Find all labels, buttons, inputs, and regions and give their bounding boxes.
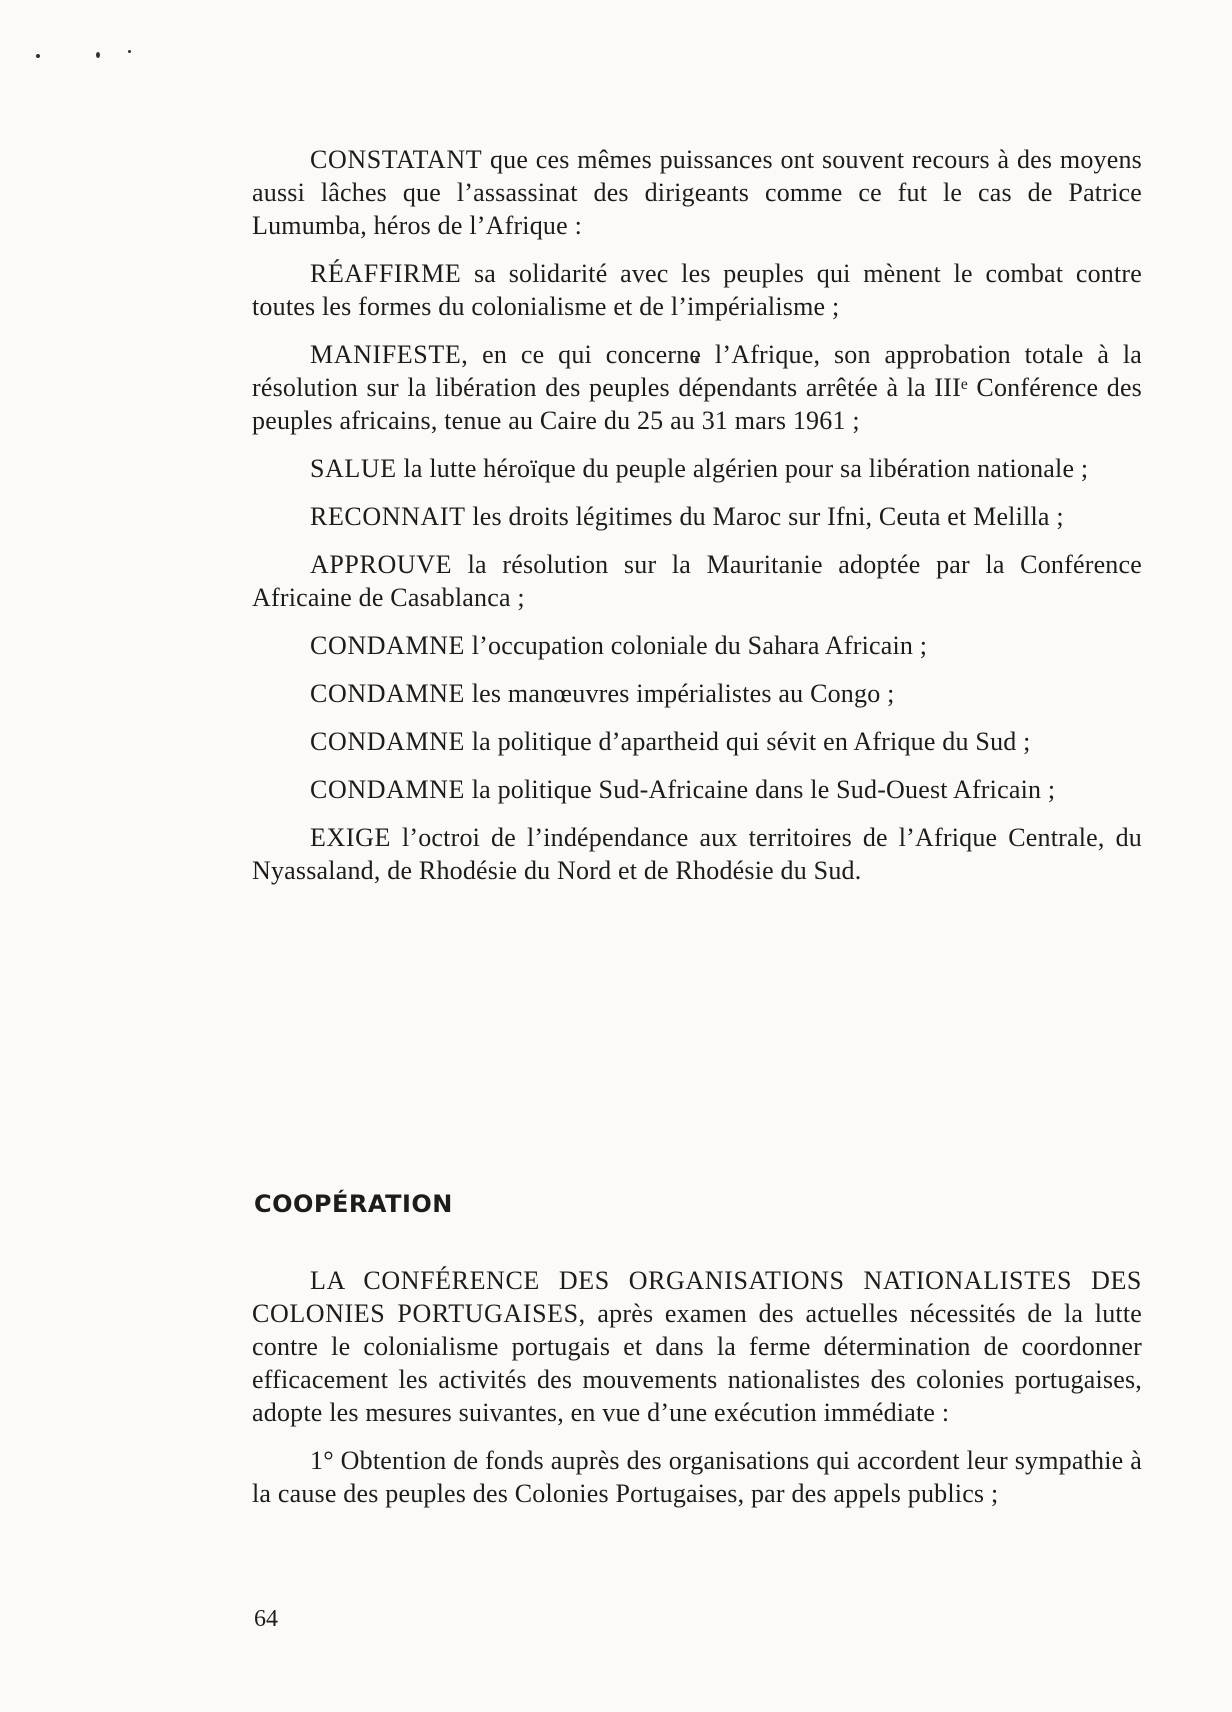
paragraph-text: la politique Sud-Africaine dans le Sud-Ouest Africain ; (465, 775, 1056, 804)
paragraph-keyword: APPROUVE (310, 550, 453, 579)
paragraph (252, 500, 1142, 533)
paragraph-keyword: EXIGE (310, 823, 391, 852)
paragraph-keyword: 1° (310, 1446, 334, 1475)
cooperation-block (252, 1264, 1142, 1525)
paragraph-text: l’occupation coloniale du Sahara Africain ; (465, 631, 928, 660)
paragraph (252, 629, 1142, 662)
page-number: 64 (254, 1606, 278, 1632)
scan-speck (36, 54, 40, 58)
paragraph (252, 1444, 1142, 1510)
paragraph-keyword: LA CONFÉRENCE DES ORGANISATIONS NATIONALISTES DES COLONIES PORTUGAISES, (252, 1266, 1142, 1328)
paragraph-text: la résolution sur la Mauritanie adoptée par la Conférence Africaine de Casablanca ; (252, 550, 1142, 612)
paragraph-text: que ces mêmes puissances ont souvent recours à des moyens aussi lâches que l’assassinat des dirigeants comme ce fut le cas de Patrice Lumumba, héros de l’Afrique : (252, 145, 1142, 240)
paragraph-keyword: RÉAFFIRME (310, 259, 462, 288)
paragraph (252, 338, 1142, 437)
paragraph (252, 773, 1142, 806)
paragraph (252, 257, 1142, 323)
paragraph-keyword: MANIFESTE, (310, 340, 469, 369)
paragraph (252, 1264, 1142, 1429)
paragraph-keyword: CONDAMNE (310, 775, 466, 804)
paragraph-keyword: CONDAMNE (310, 631, 466, 660)
paragraph-text: sa solidarité avec les peuples qui mènent le combat contre toutes les formes du colonialisme et de l’impérialisme ; (252, 259, 1142, 321)
paragraph-text: en ce qui concerne l’Afrique, son approbation totale à la résolution sur la libération des peuples dépendants arrêtée à la IIIᵉ Conférence des peuples africains, tenue au Caire du 25 au 31 mars 1961 ; (252, 340, 1142, 435)
scan-speck (96, 52, 100, 58)
paragraph (252, 821, 1142, 887)
paragraph-text: les droits légitimes du Maroc sur Ifni, Ceuta et Melilla ; (465, 502, 1064, 531)
paragraph (252, 548, 1142, 614)
paragraph (252, 452, 1142, 485)
paragraph-text: les manœuvres impérialistes au Congo ; (465, 679, 895, 708)
paragraph-text: l’octroi de l’indépendance aux territoires de l’Afrique Centrale, du Nyassaland, de Rhodésie du Nord et de Rhodésie du Sud. (252, 823, 1142, 885)
scan-speck (128, 50, 131, 53)
paragraph-keyword: CONDAMNE (310, 727, 466, 756)
paragraph (252, 677, 1142, 710)
paragraph (252, 725, 1142, 758)
paragraph-text: Obtention de fonds auprès des organisations qui accordent leur sympathie à la cause des peuples des Colonies Portugaises, par des appels publics ; (252, 1446, 1142, 1508)
resolutions-block (252, 143, 1142, 902)
section-title: COOPÉRATION (254, 1190, 453, 1218)
paragraph-text: après examen des actuelles nécessités de la lutte contre le colonialisme portugais et dans la ferme détermination de coordonner efficacement les activités des mouvements nationalistes des colonies portugaises, adopte les mesures suivantes, en vue d’une exécution immédiate : (252, 1299, 1142, 1427)
paragraph-keyword: SALUE (310, 454, 397, 483)
paragraph-text: la lutte héroïque du peuple algérien pour sa libération nationale ; (396, 454, 1089, 483)
paragraph-text: la politique d’apartheid qui sévit en Afrique du Sud ; (465, 727, 1031, 756)
paragraph (252, 143, 1142, 242)
paragraph-keyword: CONSTATANT (310, 145, 483, 174)
paragraph-keyword: CONDAMNE (310, 679, 466, 708)
paragraph-keyword: RECONNAIT (310, 502, 466, 531)
